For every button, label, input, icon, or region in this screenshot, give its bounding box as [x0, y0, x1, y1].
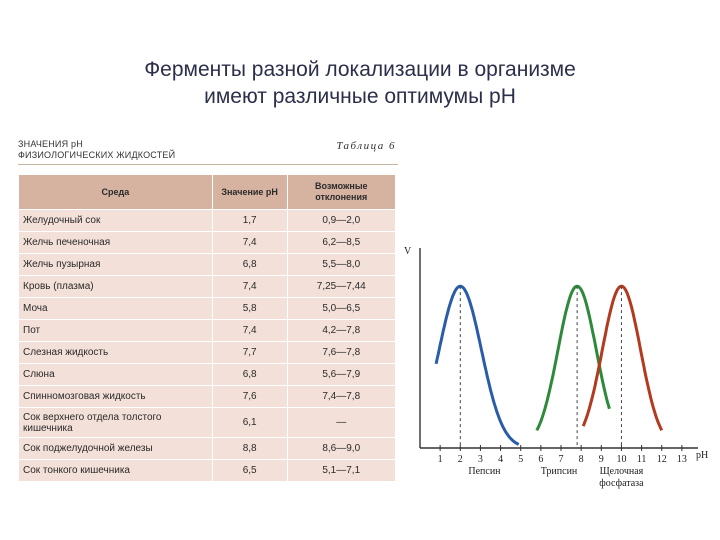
cell-ph: 6,8 [212, 364, 287, 386]
cell-range: 5,0—6,5 [287, 298, 395, 320]
cell-range: 7,4—7,8 [287, 386, 395, 408]
cell-range: 5,5—8,0 [287, 254, 395, 276]
x-tick-label: 2 [457, 454, 463, 465]
series-label-2-line-2: фосфатаза [599, 478, 644, 489]
cell-range: 8,6—9,0 [287, 438, 395, 460]
table-row [19, 254, 396, 276]
x-tick-label: 7 [558, 454, 564, 465]
x-tick-label: 1 [437, 454, 443, 465]
cell-range: 0,9—2,0 [287, 210, 395, 232]
table-row [19, 408, 396, 438]
table-row [19, 438, 396, 460]
cell-medium: Сок тонкого кишечника [19, 460, 213, 482]
series-line-1 [537, 286, 610, 430]
x-tick-label: 9 [598, 454, 604, 465]
table-row [19, 320, 396, 342]
cell-ph: 7,4 [212, 320, 287, 342]
x-tick-label: 6 [538, 454, 544, 465]
column-header-medium: Среда [19, 175, 213, 210]
cell-medium: Желудочный сок [19, 210, 213, 232]
slide-title [40, 56, 680, 110]
table-row [19, 210, 396, 232]
cell-medium: Спинномозговая жидкость [19, 386, 213, 408]
cell-medium: Кровь (плазма) [19, 276, 213, 298]
cell-ph: 6,1 [212, 408, 287, 438]
cell-ph: 7,4 [212, 232, 287, 254]
enzyme-activity-chart [398, 230, 716, 489]
ph-table [18, 174, 396, 482]
cell-ph: 1,7 [212, 210, 287, 232]
cell-ph: 8,8 [212, 438, 287, 460]
cell-ph: 6,5 [212, 460, 287, 482]
series-line-0 [436, 286, 519, 444]
cell-medium: Сок поджелудочной железы [19, 438, 213, 460]
series-line-2 [583, 286, 662, 430]
title-line-2: имеют различные оптимумы рН [204, 85, 516, 108]
series-label-0: Пепсин [468, 466, 501, 477]
cell-range: — [287, 408, 395, 438]
cell-medium: Желчь печеночная [19, 232, 213, 254]
table-heading-rule [18, 164, 398, 165]
cell-ph: 6,8 [212, 254, 287, 276]
table-caption: Таблица 6 [336, 140, 396, 152]
cell-ph: 5,8 [212, 298, 287, 320]
cell-medium: Пот [19, 320, 213, 342]
cell-medium: Слезная жидкость [19, 342, 213, 364]
column-header-ph: Значение рН [212, 175, 287, 210]
cell-medium: Желчь пузырная [19, 254, 213, 276]
cell-ph: 7,7 [212, 342, 287, 364]
table-row [19, 342, 396, 364]
table-heading-line-1: ЗНАЧЕНИЯ рН [18, 139, 83, 149]
x-tick-label: 11 [636, 454, 647, 465]
x-tick-label: 8 [578, 454, 584, 465]
series-labels [468, 466, 644, 489]
table-row [19, 364, 396, 386]
table-row [19, 276, 396, 298]
cell-medium: Слюна [19, 364, 213, 386]
table-heading-line-2: ФИЗИОЛОГИЧЕСКИХ ЖИДКОСТЕЙ [18, 150, 176, 160]
series-curves [436, 286, 662, 448]
series-label-2: Щелочная [599, 466, 644, 477]
x-tick-label: 10 [616, 454, 627, 465]
cell-ph: 7,4 [212, 276, 287, 298]
y-axis-label: V [404, 246, 412, 257]
cell-range: 5,1—7,1 [287, 460, 395, 482]
title-line-1: Ферменты разной локализации в организме [144, 58, 576, 81]
x-tick-label: 13 [676, 454, 687, 465]
series-label-1: Трипсин [540, 466, 578, 477]
cell-range: 5,6—7,9 [287, 364, 395, 386]
cell-medium: Сок верхнего отдела толстого кишечника [19, 408, 213, 438]
table-row [19, 232, 396, 254]
x-tick-label: 4 [498, 454, 504, 465]
cell-range: 7,25—7,44 [287, 276, 395, 298]
x-tick-label: 12 [656, 454, 667, 465]
cell-range: 4,2—7,8 [287, 320, 395, 342]
table-row [19, 298, 396, 320]
table-heading [18, 139, 398, 167]
cell-range: 6,2—8,5 [287, 232, 395, 254]
column-header-range: Возможные отклонения [287, 175, 395, 210]
x-tick-label: 5 [518, 454, 524, 465]
cell-range: 7,6—7,8 [287, 342, 395, 364]
table-row [19, 460, 396, 482]
cell-medium: Моча [19, 298, 213, 320]
x-tick-label: 3 [477, 454, 483, 465]
table-row [19, 386, 396, 408]
cell-ph: 7,6 [212, 386, 287, 408]
x-axis-label: pH [696, 450, 709, 461]
